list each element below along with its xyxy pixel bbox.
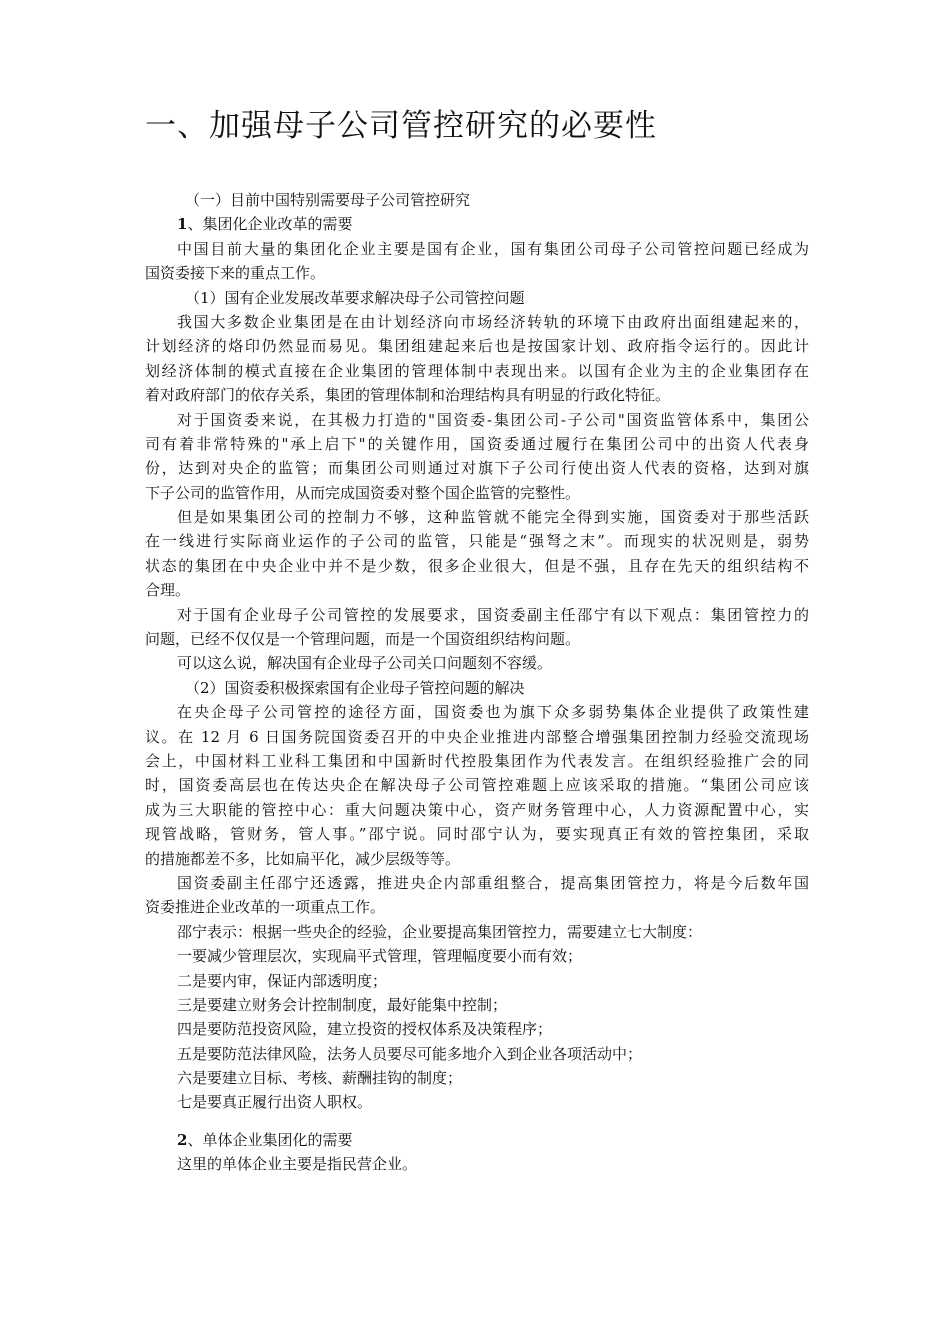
paragraph-line: 成为三大职能的管控中心：重大问题决策中心，资产财务管理中心，人力资源配置中心，实 [145, 800, 809, 819]
paragraph-line: 时，国资委高层也在传达央企在解决母子公司管控难题上应该采取的措施。“集团公司应该 [145, 776, 809, 795]
paragraph-line: 着对政府部门的依存关系，集团的管理体制和治理结构具有明显的行政化特征。 [145, 386, 671, 405]
document-body [145, 188, 809, 1177]
paragraph-line: 的措施都差不多，比如扁平化，减少层级等等。 [145, 849, 461, 868]
paragraph-line: 国资委副主任邵宁还透露，推进央企内部重组整合，提高集团管控力，将是今后数年国 [177, 873, 809, 892]
paragraph-6 [145, 651, 809, 675]
section-heading: （一）目前中国特别需要母子公司管控研究 [185, 191, 471, 209]
paragraph-line: 在央企母子公司管控的途径方面，国资委也为旗下众多弱势集体企业提供了政策性建 [177, 703, 809, 722]
subsection-heading-2 [145, 1128, 809, 1152]
paragraph-line: 划经济体制的模式直接在企业集团的管理体制中表现出来。以国有企业为主的企业集团存在 [145, 361, 809, 380]
paragraph-line: 我国大多数企业集团是在由计划经济向市场经济转轨的环境下由政府出面组建起来的， [177, 312, 809, 331]
subsection-number: 1 [177, 215, 188, 234]
paragraph-line: 合理。 [145, 581, 191, 600]
paragraph-line: 但是如果集团公司的控制力不够，这种监管就不能完全得到实施，国资委对于那些活跃 [177, 508, 809, 527]
paragraph-5 [145, 603, 809, 652]
paragraph-line: 现管战略，管财务，管人事。”邵宁说。同时邵宁认为，要实现真正有效的管控集团，采取 [145, 825, 809, 844]
paragraph-line: 会上，中国材料工业科工集团和中国新时代控股集团作为代表发言。在组织经验推广会的同 [145, 751, 809, 770]
list-item: 七是要真正履行出资人职权。 [177, 1093, 373, 1112]
paragraph-3 [145, 408, 809, 506]
list-item: 四是要防范投资风险，建立投资的授权体系及决策程序； [177, 1020, 553, 1039]
paragraph-line: 问题，已经不仅仅是一个管理问题，而是一个国资组织结构问题。 [145, 630, 581, 649]
paragraph-10: 这里的单体企业主要是指民营企业。 [177, 1155, 418, 1174]
paragraph-line: 议。在 12 月 6 日国务院国资委召开的中央企业推进内部整合增强集团控制力经验交流现场 [145, 727, 809, 746]
list-item: 五是要防范法律风险，法务人员要尽可能多地介入到企业各项活动中； [177, 1044, 643, 1063]
paragraph-line: 状态的集团在中央企业中并不是少数，很多企业很大，但是不强，且存在先天的组织结构不 [145, 556, 809, 575]
paragraph-4 [145, 505, 809, 603]
paragraph-line: 计划经济的烙印仍然显而易见。集团组建起来后也是按国家计划、政府指令运行的。因此计 [145, 337, 809, 356]
paragraph-8 [145, 871, 809, 920]
paragraph-7 [145, 700, 809, 871]
paragraph-9: 邵宁表示：根据一些央企的经验，企业要提高集团管控力，需要建立七大制度： [177, 922, 703, 941]
paragraph-1 [145, 237, 809, 286]
paragraph-line: 可以这么说，解决国有企业母子公司关口问题刻不容缓。 [177, 654, 553, 673]
page-title: 一、加强母子公司管控研究的必要性 [145, 108, 657, 144]
list-item: 二是要内审，保证内部透明度； [177, 971, 388, 990]
paragraph-line: 中国目前大量的集团化企业主要是国有企业，国有集团公司母子公司管控问题已经成为 [177, 239, 809, 258]
subsection-number: 2 [177, 1130, 188, 1149]
list-item: 一要减少管理层次，实现扁平式管理，管理幅度要小而有效； [177, 947, 583, 966]
sub-heading-1: （1）国有企业发展改革要求解决母子公司管控问题 [185, 288, 525, 307]
subsection-title: 、集团化企业改革的需要 [187, 215, 353, 234]
list-item: 六是要建立目标、考核、薪酬挂钩的制度； [177, 1069, 463, 1088]
paragraph-line: 资委推进企业改革的一项重点工作。 [145, 898, 386, 917]
paragraph-line: 下子公司的监管作用，从而完成国资委对整个国企监管的完整性。 [145, 483, 581, 502]
system-list [145, 944, 809, 1115]
subsection-title: 、单体企业集团化的需要 [187, 1130, 353, 1149]
paragraph-line: 国资委接下来的重点工作。 [145, 264, 326, 283]
paragraph-line: 对于国有企业母子公司管控的发展要求，国资委副主任邵宁有以下观点：集团管控力的 [177, 605, 809, 624]
paragraph-2 [145, 310, 809, 408]
subsection-heading [145, 212, 809, 236]
paragraph-line: 份，达到对央企的监管；而集团公司则通过对旗下子公司行使出资人代表的资格，达到对旗 [145, 459, 809, 478]
paragraph-line: 在一线进行实际商业运作的子公司的监管，只能是“强弩之末”。而现实的状况则是，弱势 [145, 532, 809, 551]
spacer [145, 1115, 809, 1128]
sub-heading-2: （2）国资委积极探索国有企业母子管控问题的解决 [185, 678, 525, 697]
paragraph-line: 对于国资委来说，在其极力打造的"国资委-集团公司-子公司"国资监管体系中，集团公 [177, 410, 809, 429]
list-item: 三是要建立财务会计控制制度，最好能集中控制； [177, 995, 508, 1014]
paragraph-line: 司有着非常特殊的"承上启下"的关键作用，国资委通过履行在集团公司中的出资人代表身 [145, 434, 809, 453]
